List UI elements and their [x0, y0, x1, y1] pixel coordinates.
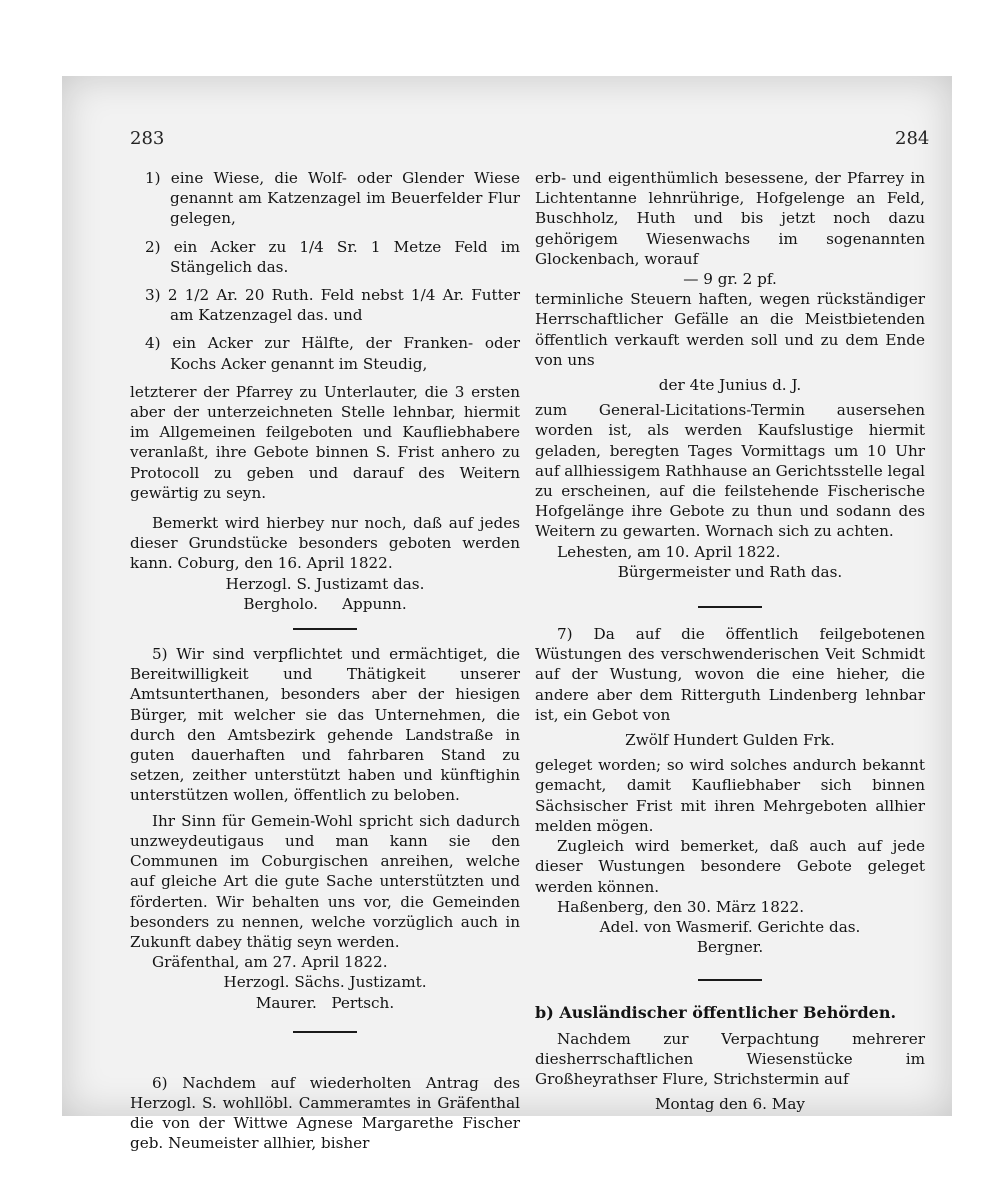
paragraph: Zugleich wird bemerket, daß auch auf jede dieser Wustungen besondere Gebote geleget werden können.	[535, 837, 925, 896]
left-page-number: 283	[130, 128, 165, 149]
paragraph: Bemerkt wird hierbey nur noch, daß auf jedes dieser Grundstücke besonders geboten werden kann. Coburg, den 16. April 1822.	[130, 514, 520, 573]
paragraph: 6) Nachdem auf wiederholten Antrag des Herzogl. S. wohllöbl. Cammeramtes in Gräfenthal die von der Wittwe Agnese Margarethe Fischer geb. Neumeister allhier, bisher	[130, 1073, 520, 1153]
left-column	[130, 168, 520, 1154]
right-column	[535, 168, 925, 1114]
paragraph: terminliche Steuern haften, wegen rückständiger Herrschaftlicher Gefälle an die Meistbietenden öffentlich verkauft werden soll und zu dem Ende von uns	[535, 290, 925, 369]
date-line: Montag den 6. May	[654, 1095, 805, 1114]
amount: — 9 gr. 2 pf.	[683, 270, 777, 289]
list-item: 2) ein Acker zu 1/4 Sr. 1 Metze Feld im Stängelich das.	[145, 237, 520, 276]
right-page-number: 284	[895, 128, 930, 149]
paragraph: letzterer der Pfarrey zu Unterlauter, die 3 ersten aber der unterzeichneten Stelle lehnbar, hiermit im Allgemeinen feilgeboten und Kaufliebhabere veranlaßt, ihre Gebote binnen S. Frist anhero zu Protocoll zu geben und darauf des Weitern gewärtig zu seyn.	[130, 382, 520, 502]
section-heading: b) Ausländischer öffentlicher Behörden.	[535, 1003, 897, 1023]
paragraph: Nachdem zur Verpachtung mehrerer diesherrschaftlichen Wiesenstücke im Großheyrathser Flure, Strichstermin auf	[535, 1029, 925, 1088]
paragraph: geleget worden; so wird solches andurch bekannt gemacht, damit Kaufliebhaber sich binnen Sächsischer Frist mit ihren Mehrgeboten allhier melden mögen.	[535, 756, 925, 835]
list-item: 3) 2 1/2 Ar. 20 Ruth. Feld nebst 1/4 Ar. Futter am Katzenzagel das. und	[145, 286, 520, 325]
signature-names: Bergholo. Appunn.	[243, 594, 407, 613]
signature-names: Maurer. Pertsch.	[255, 993, 395, 1012]
separator-rule	[698, 606, 762, 608]
place-date: Gräfenthal, am 27. April 1822.	[152, 953, 388, 972]
separator-rule	[293, 628, 357, 630]
list-item: 4) ein Acker zur Hälfte, der Franken- oder Kochs Acker genannt im Steudig,	[145, 334, 520, 373]
amount: Zwölf Hundert Gulden Frk.	[625, 731, 835, 750]
paragraph: 5) Wir sind verpflichtet und ermächtiget, die Bereitwilligkeit und Thätigkeit unserer Amtsunterthanen, besonders aber der hiesigen Bürger, mit welcher sie das Unternehmen, die durch den Amtsbezirk gehende Landstraße in guten dauerhaften und fahrbaren Stand zu setzen, zeither unterstützt haben und künftighin unterstützen wollen, öffentlich zu beloben.	[130, 645, 520, 805]
date-line: der 4te Junius d. J.	[658, 376, 802, 395]
separator-rule	[698, 979, 762, 981]
paragraph: erb- und eigenthümlich besessene, der Pfarrey in Lichtentanne lehnrührige, Hofgelenge an Feld, Buschholz, Huth und bis jetzt noch dazu gehörigem Wiesenwachs im sogenannten Glockenbach, worauf	[535, 169, 925, 268]
place-date: Haßenberg, den 30. März 1822.	[557, 897, 805, 916]
signature-office: Herzogl. S. Justizamt das.	[225, 574, 425, 593]
paragraph: zum General-Licitations-Termin ausersehen worden ist, als werden Kaufslustige hiermit geladen, beregten Tages Vormittags um 10 Uhr auf allhiessigem Rathhause an Gerichtsstelle legal zu erscheinen, auf die feilstehende Fischerische Hofgelänge ihre Gebote zu thun und sodann des Weitern zu gewarten. Wornach sich zu achten.	[535, 401, 925, 541]
place-date: Lehesten, am 10. April 1822.	[557, 542, 781, 561]
signature-names: Bergner.	[696, 938, 764, 957]
paragraph: Ihr Sinn für Gemein-Wohl spricht sich dadurch unzweydeutigaus und man kann sie den Communen im Coburgischen anreihen, welche auf gleiche Art die gute Sache unterstützten und förderten. Wir behalten uns vor, die Gemeinden besonders zu nennen, welche vorzüglich auch in Zukunft dabey thätig seyn werden.	[130, 811, 520, 951]
separator-rule	[293, 1031, 357, 1033]
list-item: 1) eine Wiese, die Wolf- oder Glender Wiese genannt am Katzenzagel im Beuerfelder Flur gelegen,	[145, 169, 520, 228]
signature-office: Herzogl. Sächs. Justizamt.	[223, 973, 427, 992]
signature-office: Bürgermeister und Rath das.	[617, 562, 843, 581]
signature-office: Adel. von Wasmerif. Gerichte das.	[599, 917, 861, 936]
paragraph: 7) Da auf die öffentlich feilgebotenen Wüstungen des verschwenderischen Veit Schmidt auf der Wustung, wovon die eine hieher, die andere aber dem Ritterguth Lindenberg lehnbar ist, ein Gebot von	[535, 625, 925, 724]
